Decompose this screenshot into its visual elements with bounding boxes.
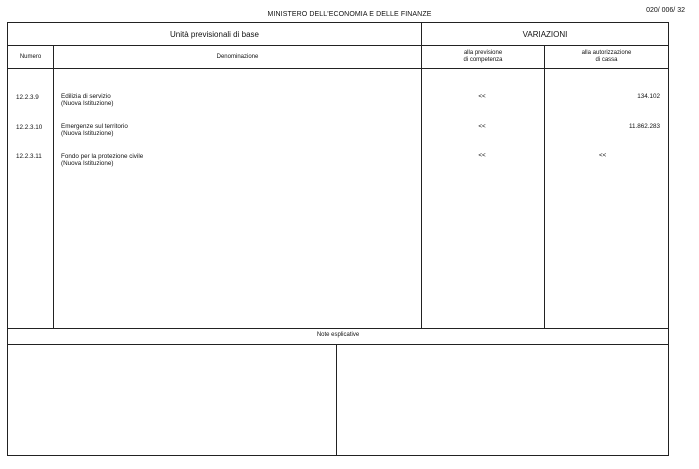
row-cassa: 11.862.283 [628, 123, 660, 130]
col-header-denominazione: Denominazione [216, 54, 259, 60]
row-competenza: << [478, 93, 486, 100]
row-numero: 12.2.3.9 [16, 94, 39, 101]
col-header-numero: Numero [19, 54, 42, 60]
row-cassa: 134.102 [637, 93, 660, 100]
header-divider-1 [7, 45, 669, 46]
row-denominazione [61, 93, 114, 107]
col-divider-variazioni [421, 22, 422, 328]
row-competenza: << [478, 123, 486, 130]
group-header-upb: Unità previsionali di base [170, 30, 259, 39]
row-denominazione-note: (Nuova Istituzione) [61, 160, 114, 168]
col-header-cassa [545, 50, 668, 64]
notes-title: Note esplicative [316, 332, 360, 338]
col-header-competenza [422, 50, 544, 64]
ministry-title: MINISTERO DELL'ECONOMIA E DELLE FINANZE [267, 11, 432, 18]
row-cassa: << [599, 152, 607, 159]
row-denominazione-title: Fondo per la protezione civile [61, 153, 144, 160]
row-denominazione-note: (Nuova Istituzione) [61, 100, 114, 108]
header-divider-2 [7, 68, 669, 69]
row-denominazione-title: Emergenze sul territorio [61, 123, 128, 130]
row-competenza: << [478, 152, 486, 159]
row-denominazione-title: Edilizia di servizio [61, 93, 111, 100]
table-border-bottom [7, 455, 669, 456]
row-denominazione [61, 153, 143, 167]
row-numero: 12.2.3.11 [16, 153, 42, 160]
col-header-cassa-line2: di cassa [595, 57, 618, 63]
col-divider-cassa [544, 45, 545, 328]
page-reference: 020/ 006/ 32 [646, 7, 685, 14]
row-denominazione [61, 123, 128, 137]
group-header-variazioni: VARIAZIONI [522, 30, 568, 39]
row-numero: 12.2.3.10 [16, 124, 43, 131]
table-body-bottom [7, 328, 669, 329]
table-border-top [7, 22, 669, 23]
row-denominazione-note: (Nuova Istituzione) [61, 130, 114, 138]
notes-left-panel [8, 345, 336, 455]
notes-right-panel [337, 345, 668, 455]
col-header-competenza-line2: di competenza [463, 57, 503, 63]
col-header-competenza-line1: alla previsione [463, 50, 503, 56]
table-border-right [668, 22, 669, 455]
col-divider-numero [53, 45, 54, 328]
col-header-cassa-line1: alla autorizzazione [581, 50, 632, 56]
